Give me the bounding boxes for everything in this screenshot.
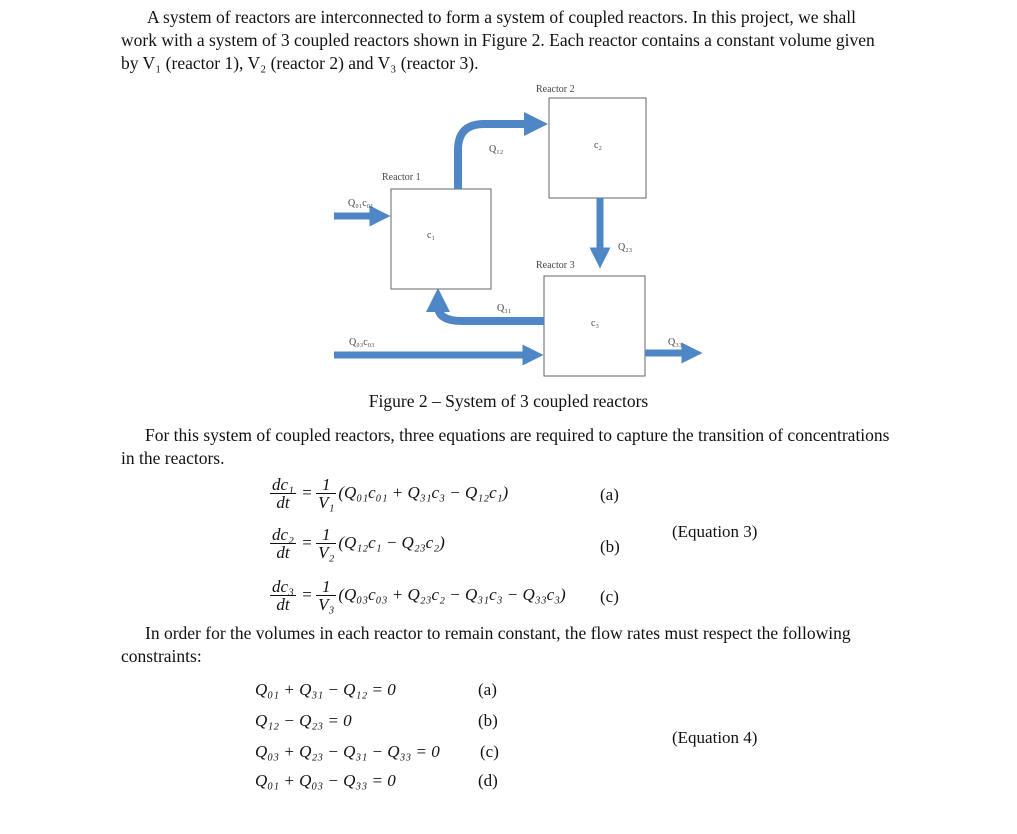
q31-flow-arrow	[438, 300, 544, 321]
q12-flow-arrow	[458, 124, 536, 189]
q33-label: Q₃₃	[668, 337, 683, 348]
eq3b-lhs-num: dc₂	[272, 525, 294, 544]
eq3a-coef-num: 1	[316, 476, 336, 494]
equation-3a: $\frac{\text{dc₁}}{dt}$ = $\frac{1}{\text{V₁}}$ (Q₀₁c₀₁ + Q₃₁c₃ − Q₁₂c₁)	[272, 475, 509, 512]
eq3a-tag: (a)	[600, 485, 619, 504]
equation-4c: Q₀₃ + Q₂₃ − Q₃₁ − Q₃₃ = 0	[255, 742, 440, 761]
eq4a-tag: (a)	[478, 680, 497, 699]
intro-paragraph: A system of reactors are interconnected to form a system of coupled reactors. In this project, we shall work with a system of 3 coupled reactors shown in Figure 2. Each reactor contains a constant volume given by V₁ (reactor 1), V₂ (reactor 2) and V₃ (reactor 3).	[121, 7, 875, 73]
figure-caption: Figure 2 – System of 3 coupled reactors	[368, 391, 649, 411]
eq3b-tag: (b)	[600, 537, 620, 556]
eq4c-tag: (c)	[480, 742, 499, 761]
eq3b-rhs: (Q₁₂c₁ − Q₂₃c₂)	[338, 532, 445, 552]
equation-4d: Q₀₁ + Q₀₃ − Q₃₃ = 0	[255, 771, 396, 790]
q01c01-label: Q₀₁c₀₁	[348, 198, 374, 209]
equation-3c: $\frac{\text{dc₃}}{dt}$ = $\frac{1}{\text{V₃}}$ (Q₀₃c₀₃ + Q₂₃c₂ − Q₃₁c₃ − Q₃₃c₃)	[272, 577, 566, 614]
equations-intro-paragraph: For this system of coupled reactors, three equations are required to capture the transition of concentrations in the reactors.	[121, 425, 890, 468]
eq4b-tag: (b)	[478, 711, 498, 730]
eq3a-lhs-num: dc₁	[272, 475, 294, 494]
constraints-intro-paragraph: In order for the volumes in each reactor to remain constant, the flow rates must respect the following constraints:	[121, 623, 851, 666]
equation-4b: Q₁₂ − Q₂₃ = 0	[255, 711, 352, 730]
c1-label: c₁	[427, 230, 435, 241]
eq3c-rhs: (Q₀₃c₀₃ + Q₂₃c₂ − Q₃₁c₃ − Q₃₃c₃)	[338, 584, 566, 604]
c2-label: c₂	[594, 140, 602, 151]
eq4d-tag: (d)	[478, 771, 498, 790]
q03c03-label: Q₀₃c₀₃	[349, 337, 375, 348]
eq3a-rhs: (Q₀₁c₀₁ + Q₃₁c₃ − Q₁₂c₁)	[338, 482, 509, 502]
q12-label: Q₁₂	[489, 144, 504, 155]
eq3a-lhs-den: dt	[276, 493, 290, 512]
eq3b-coef-num: 1	[316, 526, 336, 544]
reactor-1-label: Reactor 1	[382, 172, 421, 183]
eq3c-lhs-num: dc₃	[272, 577, 294, 596]
eq3a-coef-den: V₁	[318, 493, 335, 512]
q23-label: Q₂₃	[618, 242, 633, 253]
q31-label: Q₃₁	[497, 303, 512, 314]
equation-4a: Q₀₁ + Q₃₁ − Q₁₂ = 0	[255, 680, 396, 699]
eq3c-tag: (c)	[600, 587, 619, 606]
reactor-3-label: Reactor 3	[536, 260, 575, 271]
reactor-1-box	[391, 189, 491, 289]
equation-4-label: (Equation 4)	[672, 728, 758, 747]
eq3c-coef-den: V₃	[318, 595, 335, 614]
c3-label: c₃	[591, 318, 599, 329]
equation-3b: $\frac{\text{dc₂}}{dt}$ = $\frac{1}{\text{V₂}}$ (Q₁₂c₁ − Q₂₃c₂)	[272, 525, 445, 562]
eq3b-lhs-den: dt	[276, 543, 290, 562]
eq3c-lhs-den: dt	[276, 595, 290, 614]
eq3c-coef-num: 1	[316, 578, 336, 596]
reactor-2-label: Reactor 2	[536, 84, 575, 95]
equation-3-label: (Equation 3)	[672, 522, 758, 541]
eq3b-coef-den: V₂	[318, 543, 335, 562]
